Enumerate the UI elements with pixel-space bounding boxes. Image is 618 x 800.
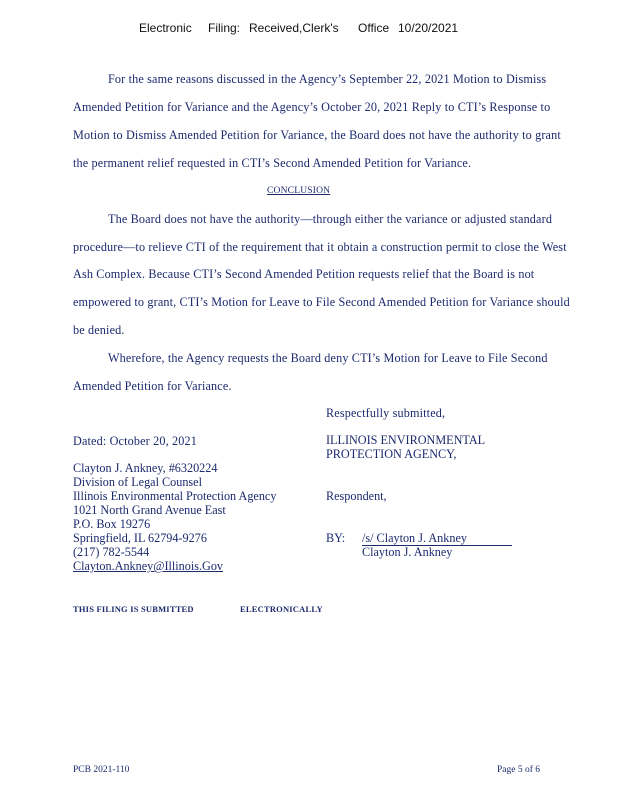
attorney-email-link[interactable]: Clayton.Ankney@Illinois.Gov	[73, 559, 224, 573]
paragraph2-line4: empowered to grant, CTI’s Motion for Leave to File Second Amended Petition for Variance should	[73, 295, 570, 309]
filing-notice-left: THIS FILING IS SUBMITTED	[73, 604, 194, 614]
paragraph1-line3: Motion to Dismiss Amended Petition for Variance, the Board does not have the authority to grant	[73, 128, 561, 142]
filing-notice-right: ELECTRONICALLY	[240, 604, 323, 614]
paragraph2-line1: The Board does not have the authority—through either the variance or adjusted standard	[108, 212, 553, 226]
attorney-phone: (217) 782-5544	[73, 545, 150, 559]
signature-line: /s/ Clayton J. Ankney	[362, 532, 512, 546]
footer-page-number: Page 5 of 6	[497, 765, 541, 775]
paragraph1-line2: Amended Petition for Variance and the Agency’s October 20, 2021 Reply to CTI’s Response to	[73, 100, 551, 114]
paragraph2-line3: Ash Complex. Because CTI’s Second Amended Petition requests relief that the Board is not	[73, 267, 535, 281]
header-filing: Filing:	[208, 21, 241, 35]
conclusion-heading: CONCLUSION	[267, 186, 331, 196]
header-received: Received,Clerk's	[249, 21, 339, 35]
header-electronic: Electronic	[139, 21, 192, 35]
header-office: Office	[358, 21, 390, 35]
attorney-agency: Illinois Environmental Protection Agency	[73, 489, 277, 503]
respondent-label: Respondent,	[326, 489, 387, 503]
attorney-division: Division of Legal Counsel	[73, 475, 202, 489]
agency-name-line2: PROTECTION AGENCY,	[326, 447, 457, 461]
attorney-name: Clayton J. Ankney, #6320224	[73, 461, 218, 475]
paragraph3-line2: Amended Petition for Variance.	[73, 379, 232, 393]
attorney-street: 1021 North Grand Avenue East	[73, 503, 226, 517]
respectfully-submitted: Respectfully submitted,	[326, 406, 446, 420]
signer-name: Clayton J. Ankney	[362, 545, 453, 559]
attorney-po-box: P.O. Box 19276	[73, 517, 151, 531]
paragraph2-line2: procedure—to relieve CTI of the requirement that it obtain a construction permit to close the West	[73, 240, 567, 254]
agency-name-line1: ILLINOIS ENVIRONMENTAL	[326, 433, 486, 447]
paragraph1-line1: For the same reasons discussed in the Agency’s September 22, 2021 Motion to Dismiss	[108, 72, 547, 86]
attorney-city: Springfield, IL 62794-9276	[73, 531, 207, 545]
paragraph2-line5: be denied.	[73, 323, 125, 337]
paragraph1-line4: the permanent relief requested in CTI’s Second Amended Petition for Variance.	[73, 156, 472, 170]
paragraph3-line1: Wherefore, the Agency requests the Board deny CTI’s Motion for Leave to File Second	[108, 351, 548, 365]
by-label: BY:	[326, 531, 346, 545]
dated-line: Dated: October 20, 2021	[73, 434, 197, 448]
footer-case-number: PCB 2021-110	[73, 765, 130, 775]
header-date: 10/20/2021	[398, 21, 459, 35]
